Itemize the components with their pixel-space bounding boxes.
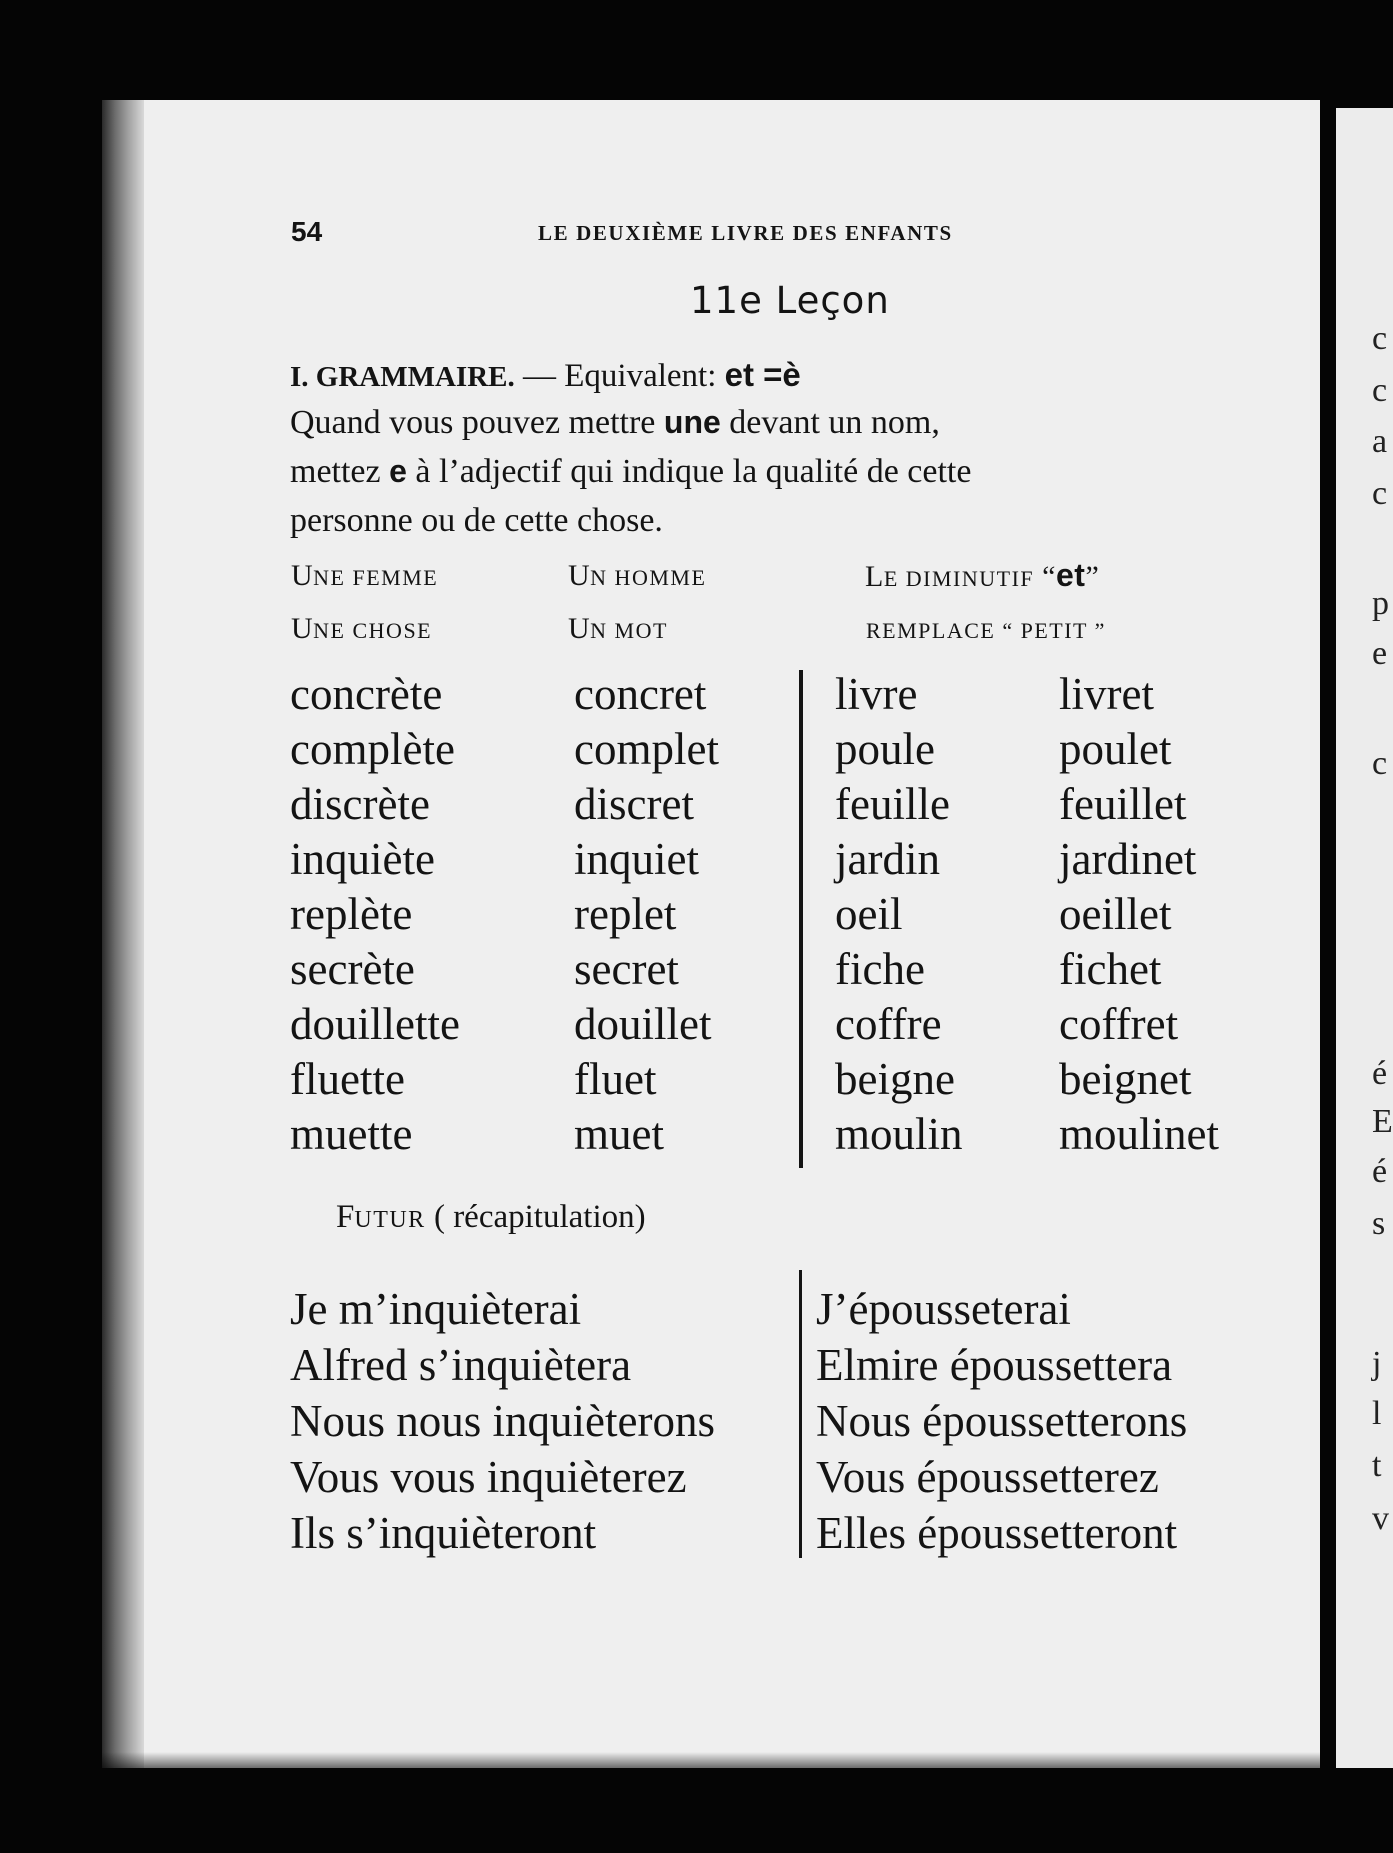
base-word: fiche [835,944,925,994]
page-divider [1320,100,1336,1768]
grammar-dash-text: — Equivalent: [523,358,717,394]
futur-conjugation-line: Vous époussetterez [816,1452,1159,1502]
futur-conjugation-line: Nous nous inquièterons [290,1396,715,1446]
facing-page-fragment: s [1372,1205,1386,1242]
diminutive-word: jardinet [1059,834,1197,884]
feminine-word: discrète [290,779,430,829]
diminutive-word: fichet [1059,944,1162,994]
facing-page-fragment: j [1372,1345,1382,1382]
facing-page-fragment: c [1372,745,1388,782]
masculine-word: secret [574,944,679,994]
facing-page-fragment: é [1372,1153,1388,1190]
feminine-word: complète [290,724,455,774]
feminine-word: inquiète [290,834,435,884]
masculine-word: douillet [574,999,712,1049]
futur-title: FUTUR ( récapitulation) [336,1199,646,1235]
base-word: feuille [835,779,950,829]
header-un-homme: UN HOMME [568,559,707,592]
running-head: LE DEUXIÈME LIVRE DES ENFANTS [538,221,953,245]
base-word: livre [835,669,918,719]
header-le-diminutif: LE DIMINUTIF “et” [865,557,1100,593]
rule-text: à l’adjectif qui indique la qualité de cette [415,453,972,490]
feminine-word: secrète [290,944,415,994]
facing-page-fragment: l [1372,1395,1382,1432]
base-word: moulin [835,1109,963,1159]
diminutive-word: moulinet [1059,1109,1219,1159]
futur-epousseter-column [816,1281,1187,1561]
masculine-word: concret [574,669,707,719]
rule-text: Quand vous pouvez mettre [290,404,656,441]
rule-line-2 [290,447,1288,496]
rule-text: devant un nom, [729,404,940,441]
grammar-equivalence: et =è [724,356,801,393]
masculine-word: replet [574,889,677,939]
futur-inquieter-column [290,1281,715,1561]
rule-line-1 [290,398,1288,447]
facing-page-fragment: c [1372,320,1388,357]
rule-text: mettez [290,453,381,490]
facing-page-fragment: e [1372,635,1388,672]
feminine-word: douillette [290,999,460,1049]
header-une-chose: UNE CHOSE [291,612,433,645]
facing-page-fragment: c [1372,475,1388,512]
diminutive-word: livret [1059,669,1154,719]
facing-page-fragment: v [1372,1500,1389,1537]
facing-page-fragment: a [1372,423,1388,460]
diminutive-word: poulet [1059,724,1172,774]
base-words-column [835,667,963,1162]
futur-conjugation-line: J’épousseterai [816,1284,1071,1334]
diminutive-word: oeillet [1059,889,1172,939]
futur-conjugation-line: Elles époussetteront [816,1508,1178,1558]
diminutive-word: feuillet [1059,779,1187,829]
futur-conjugation-line: Alfred s’inquiètera [290,1340,632,1390]
rule-emphasis: e [389,453,407,489]
grammar-label: I. GRAMMAIRE. [290,361,515,393]
masculine-word: discret [574,779,694,829]
base-word: coffre [835,999,942,1049]
futur-conjugation-line: Je m’inquièterai [290,1284,582,1334]
base-word: jardin [835,834,940,884]
page-bottom-shadow [102,1752,1320,1768]
masculine-word: complet [574,724,719,774]
feminine-word: muette [290,1109,413,1159]
grammar-heading [290,356,801,395]
futur-conjugation-line: Elmire époussettera [816,1340,1173,1390]
facing-page-fragment: é [1372,1055,1388,1092]
masculine-words-column [574,667,719,1162]
feminine-word: fluette [290,1054,405,1104]
base-word: oeil [835,889,903,939]
futur-conjugation-line: Ils s’inquièteront [290,1508,597,1558]
facing-page-fragment: c [1372,372,1388,409]
facing-page-fragment: p [1372,585,1389,622]
base-word: poule [835,724,935,774]
feminine-word: concrète [290,669,443,719]
header-une-femme: UNE FEMME [291,559,439,592]
facing-page-fragment: E [1372,1103,1393,1140]
header-un-mot: UN MOT [568,612,668,645]
feminine-word: replète [290,889,413,939]
futur-conjugation-line: Vous vous inquièterez [290,1452,687,1502]
page-gutter-shadow [102,100,144,1768]
diminutive-words-column [1059,667,1219,1162]
grammar-rule [290,398,1288,545]
rule-emphasis: une [663,404,721,440]
facing-page-fragment: t [1372,1447,1382,1484]
rule-line-3: personne ou de cette chose. [290,502,663,539]
masculine-word: inquiet [574,834,699,884]
diminutive-word: beignet [1059,1054,1192,1104]
futur-column-divider [799,1270,802,1558]
feminine-words-column [290,667,460,1162]
masculine-word: muet [574,1109,664,1159]
base-word: beigne [835,1054,955,1104]
column-divider [799,670,803,1168]
lesson-title: 11e Leçon [690,279,890,322]
futur-conjugation-line: Nous époussetterons [816,1396,1188,1446]
header-remplace-petit: REMPLACE “ PETIT ” [866,618,1106,643]
page-number: 54 [291,216,323,247]
diminutive-word: coffret [1059,999,1179,1049]
masculine-word: fluet [574,1054,657,1104]
